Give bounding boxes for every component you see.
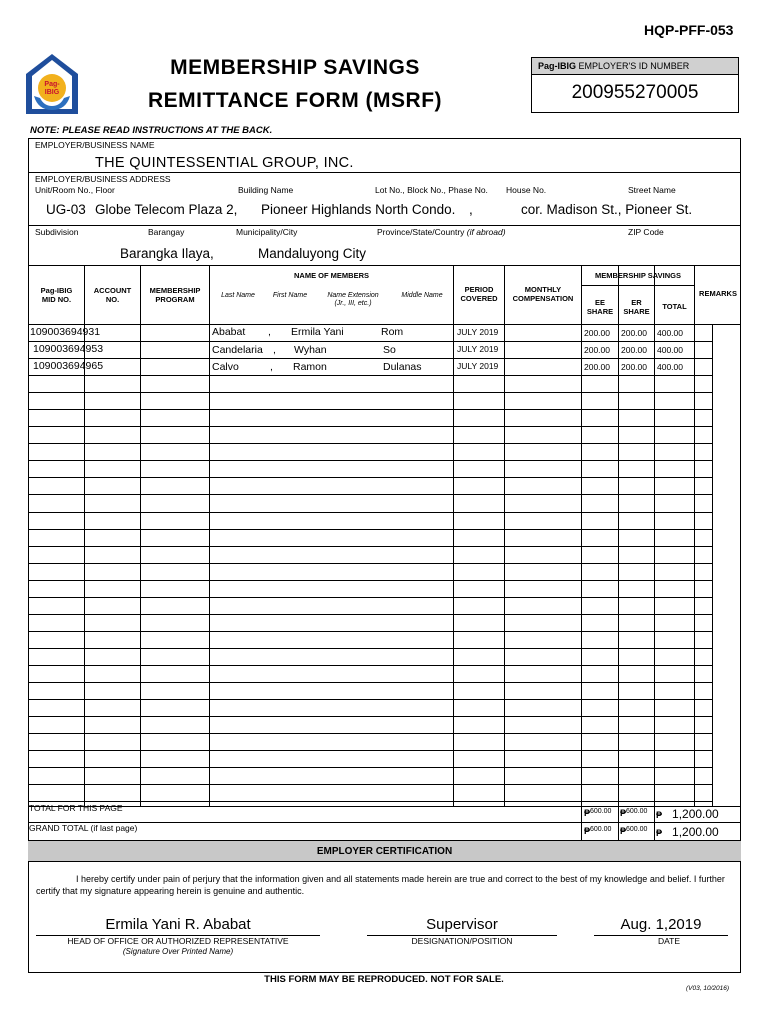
form-code: HQP-PFF-053 [644, 22, 734, 38]
grand-total-label: GRAND TOTAL (if last page) [29, 823, 138, 833]
unit-label: Unit/Room No., Floor [35, 185, 115, 195]
mid-no-cell[interactable]: 109003694965 [33, 360, 104, 372]
certification-title: EMPLOYER CERTIFICATION [28, 840, 741, 862]
street-field[interactable]: cor. Madison St., Pioneer St. [521, 202, 693, 217]
header-ee-share-1: EE [594, 298, 605, 307]
employer-name-field[interactable]: THE QUINTESSENTIAL GROUP, INC. [95, 155, 354, 171]
pag-ibig-house-logo-icon [24, 52, 80, 116]
lot-label: Lot No., Block No., Phase No. [375, 185, 488, 195]
first-name-cell[interactable]: Wyhan [294, 344, 327, 356]
header-middle-name: Middle Name [401, 292, 443, 299]
header-mid-no-1: Pag-IBIG [40, 286, 73, 295]
header-er-share-1: ER [631, 298, 642, 307]
last-name-cell[interactable]: Ababat [212, 326, 246, 338]
table-row-line [28, 597, 713, 598]
building-label: Building Name [238, 185, 294, 195]
unit-field[interactable]: UG-03 [46, 202, 86, 217]
employer-name-label: EMPLOYER/BUSINESS NAME [35, 140, 155, 150]
table-row-line [28, 699, 713, 700]
table-row-line [28, 358, 713, 359]
table-row-line [28, 426, 713, 427]
page-total-er [620, 808, 647, 818]
barangay-field[interactable]: Barangka Ilaya, [120, 246, 214, 261]
total-cell[interactable]: 400.00 [657, 362, 683, 372]
peso-icon: ₱ [584, 826, 591, 836]
page-total-ee-value: 600.00 [590, 808, 612, 815]
er-share-cell[interactable]: 200.00 [621, 345, 647, 355]
table-row-line [28, 750, 713, 751]
municipality-label: Municipality/City [236, 227, 298, 237]
employer-id-label-rest: EMPLOYER'S ID NUMBER [576, 61, 690, 71]
table-row-line [28, 443, 713, 444]
form-title-line1: MEMBERSHIP SAVINGS [170, 56, 420, 79]
ee-share-cell[interactable]: 200.00 [584, 328, 610, 338]
header-period-1: PERIOD [464, 285, 494, 294]
name-separator: , [270, 361, 273, 373]
table-row-line [28, 375, 713, 376]
page-total-sum [656, 807, 719, 821]
signatory-name-field[interactable]: Ermila Yani R. Ababat [105, 916, 251, 933]
house-field[interactable]: , [469, 202, 473, 217]
logo-text-2: IBIG [44, 89, 60, 96]
table-row-line [28, 529, 713, 530]
table-row-line [28, 665, 713, 666]
header-compensation-2: COMPENSATION [512, 294, 574, 303]
page-total-er-value: 600.00 [626, 808, 648, 815]
header-mid-no [29, 286, 84, 304]
header-account-no-1: ACCOUNT [93, 286, 132, 295]
header-first-name: First Name [272, 292, 308, 299]
header-er-share [619, 298, 654, 316]
header-program-1: MEMBERSHIP [149, 286, 201, 295]
peso-icon: ₱ [656, 810, 663, 820]
grand-total-ee-value: 600.00 [590, 826, 612, 833]
table-row-line [28, 409, 713, 410]
signatory-label: HEAD OF OFFICE OR AUTHORIZED REPRESENTATIVE [67, 936, 289, 946]
header-account-no-2: NO. [105, 295, 120, 304]
lot-field[interactable]: Pioneer Highlands North Condo. [261, 202, 456, 217]
barangay-label: Barangay [148, 227, 185, 237]
header-remarks: REMARKS [699, 289, 737, 298]
table-row-line [28, 784, 713, 785]
street-label: Street Name [628, 185, 676, 195]
header-mid-no-2: MID NO. [41, 295, 72, 304]
house-label: House No. [506, 185, 547, 195]
table-row-line [28, 512, 713, 513]
middle-name-cell[interactable]: Rom [381, 326, 404, 338]
header-name-of-members: NAME OF MEMBERS [294, 271, 369, 280]
subdivision-label: Subdivision [35, 227, 79, 237]
table-row-line [28, 460, 713, 461]
mid-no-cell[interactable]: 109003694931 [30, 326, 101, 338]
table-row-line [28, 563, 713, 564]
province-label [377, 227, 506, 237]
total-cell[interactable]: 400.00 [657, 328, 683, 338]
peso-icon: ₱ [620, 826, 627, 836]
first-name-cell[interactable]: Ermila Yani [291, 326, 344, 338]
period-cell[interactable]: JULY 2019 [457, 361, 499, 371]
certification-text-body: I hereby certify under pain of perjury that the information given and all statements made herein are true and correct to the best of my knowledge and belief. I further certify that my signature appearing herein is genuine and authentic. [36, 874, 725, 896]
header-period-2: COVERED [460, 294, 498, 303]
table-row-line [28, 767, 713, 768]
header-ee-share [582, 298, 618, 316]
total-for-page-label: TOTAL FOR THIS PAGE [29, 803, 123, 813]
header-er-share-2: SHARE [623, 307, 650, 316]
last-name-cell[interactable]: Calvo [212, 361, 239, 373]
middle-name-cell[interactable]: So [383, 344, 396, 356]
date-field[interactable]: Aug. 1,2019 [620, 916, 702, 933]
table-row-line [28, 477, 713, 478]
certification-text [36, 873, 736, 897]
table-row-line [28, 682, 713, 683]
building-field[interactable]: Globe Telecom Plaza 2, [95, 202, 238, 217]
table-row-line [28, 648, 713, 649]
header-account-no [85, 286, 140, 304]
table-row-line [28, 716, 713, 717]
table-row-line [28, 494, 713, 495]
table-row-line [28, 341, 713, 342]
period-cell[interactable]: JULY 2019 [457, 344, 499, 354]
header-total: TOTAL [662, 302, 687, 311]
form-title-line2: REMITTANCE FORM (MSRF) [147, 89, 443, 112]
header-last-name: Last Name [221, 292, 255, 299]
er-share-cell[interactable]: 200.00 [621, 328, 647, 338]
table-row-line [28, 733, 713, 734]
province-label-note: (if abroad) [466, 227, 506, 237]
header-program [141, 286, 209, 304]
designation-field[interactable]: Supervisor [426, 916, 498, 933]
ee-share-cell[interactable]: 200.00 [584, 345, 610, 355]
peso-icon: ₱ [656, 828, 663, 838]
header-compensation-1: MONTHLY [524, 285, 562, 294]
header-name-extension-2: (Jr., III, etc.) [334, 300, 372, 307]
employer-id-field[interactable]: 200955270005 [531, 75, 739, 113]
table-row-line [28, 392, 713, 393]
grand-total-er-value: 600.00 [626, 826, 648, 833]
header-period [454, 285, 504, 303]
zip-label: ZIP Code [628, 227, 664, 237]
total-cell[interactable]: 400.00 [657, 345, 683, 355]
municipality-field[interactable]: Mandaluyong City [258, 246, 367, 261]
er-share-cell[interactable]: 200.00 [621, 362, 647, 372]
name-separator: , [273, 344, 276, 356]
last-name-cell[interactable]: Candelaria [212, 344, 263, 356]
header-name-extension [318, 292, 388, 308]
signatory-note: (Signature Over Printed Name) [122, 947, 234, 956]
page-total-sum-value: 1,200.00 [672, 807, 719, 821]
grand-total-ee [584, 826, 611, 836]
instructions-note: NOTE: PLEASE READ INSTRUCTIONS AT THE BACK. [30, 125, 273, 136]
employer-id-label-prefix: Pag-IBIG [538, 61, 577, 71]
header-ee-share-2: SHARE [586, 307, 614, 316]
date-label: DATE [657, 936, 681, 946]
grand-total-sum-value: 1,200.00 [672, 825, 719, 839]
employer-id-label [531, 57, 739, 75]
form-version: (V03, 10/2016) [686, 985, 730, 992]
designation-label: DESIGNATION/POSITION [411, 936, 513, 946]
ee-share-cell[interactable]: 200.00 [584, 362, 610, 372]
header-name-extension-1: Name Extension [327, 292, 379, 299]
header-membership-savings: MEMBERSHIP SAVINGS [595, 271, 681, 280]
footer-note: THIS FORM MAY BE REPRODUCED. NOT FOR SALE. [264, 974, 504, 985]
page-total-ee [584, 808, 611, 818]
period-cell[interactable]: JULY 2019 [457, 327, 499, 337]
table-row-line [28, 546, 713, 547]
employer-address-label: EMPLOYER/BUSINESS ADDRESS [35, 174, 171, 184]
table-row-line [28, 614, 713, 615]
table-row-line [28, 801, 713, 802]
middle-name-cell[interactable]: Dulanas [383, 361, 422, 373]
header-compensation [505, 285, 581, 303]
peso-icon: ₱ [584, 808, 591, 818]
mid-no-cell[interactable]: 109003694953 [33, 343, 104, 355]
logo-text-1: Pag- [44, 81, 60, 88]
grand-total-sum [656, 825, 719, 839]
grand-total-er [620, 826, 647, 836]
table-row-line [28, 631, 713, 632]
peso-icon: ₱ [620, 808, 627, 818]
first-name-cell[interactable]: Ramon [293, 361, 327, 373]
name-separator: , [268, 326, 271, 338]
header-program-2: PROGRAM [155, 295, 195, 304]
table-row-line [28, 580, 713, 581]
province-label-text: Province/State/Country [377, 227, 465, 237]
